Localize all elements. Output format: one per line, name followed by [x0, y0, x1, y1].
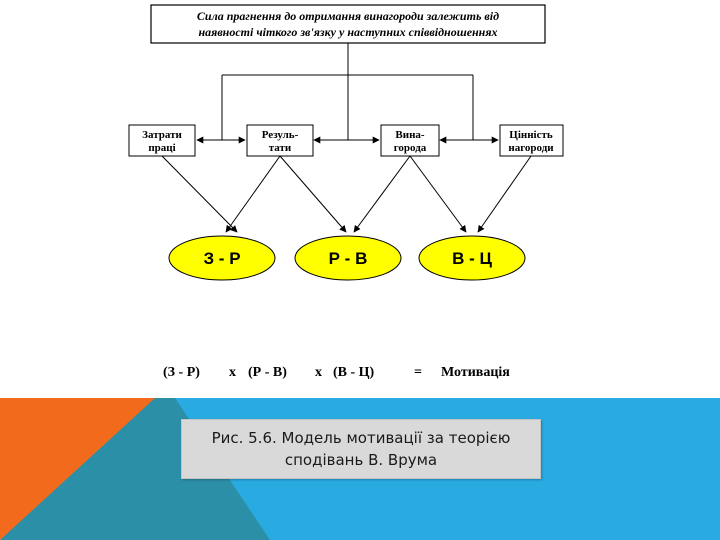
figure-caption: Рис. 5.6. Модель мотивації за теорією сподівань В. Врума — [211, 429, 511, 469]
node-2-line2: тати — [268, 142, 292, 154]
top-statement-box — [151, 5, 545, 43]
node-2-line1: Резуль- — [261, 129, 299, 141]
node-1 — [129, 125, 195, 156]
node-4-line2: нагороди — [508, 142, 554, 154]
formula-mult-2: х — [315, 365, 322, 380]
node-2 — [247, 125, 313, 156]
node-3-line1: Вина- — [395, 129, 425, 141]
ellipse-r-v — [295, 236, 401, 280]
formula-term-3: (В - Ц) — [333, 365, 375, 380]
top-box-line2: наявності чіткого зв'язку у наступних співвідношеннях — [198, 25, 498, 39]
ellipse-3-label: В - Ц — [452, 249, 492, 268]
ellipse-v-ts — [419, 236, 525, 280]
node-3-line2: города — [393, 142, 427, 154]
formula-result: Мотивація — [441, 365, 510, 380]
formula-equals: = — [414, 365, 422, 380]
diagram-panel — [128, 0, 564, 398]
ellipse-2-label: Р - В — [328, 249, 368, 268]
caption-box — [181, 419, 541, 479]
node-4 — [500, 125, 563, 156]
ellipse-1-label: З - Р — [203, 249, 241, 268]
node-1-line1: Затрати — [142, 129, 182, 141]
formula-term-1: (З - Р) — [163, 365, 200, 380]
formula-mult-1: х — [229, 365, 236, 380]
node-4-line1: Цінність — [509, 129, 553, 141]
ellipse-z-r — [169, 236, 275, 280]
formula-term-2: (Р - В) — [248, 365, 287, 380]
node-3 — [381, 125, 439, 156]
top-box-line1: Сила прагнення до отримання винагороди залежить від — [196, 9, 500, 23]
node-1-line2: праці — [148, 142, 176, 154]
